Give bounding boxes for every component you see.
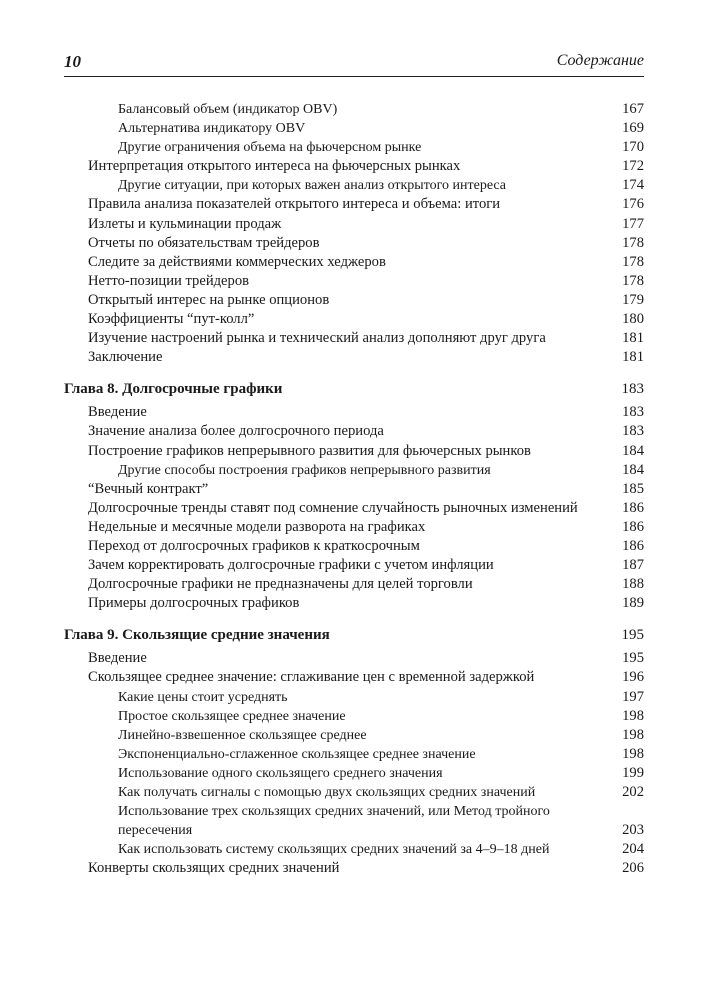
toc-entry: [64, 422, 644, 441]
toc-entry-page: 178: [622, 234, 644, 251]
toc-entry-page: 176: [622, 196, 644, 213]
toc-entry: [64, 195, 644, 214]
toc-entry: [64, 802, 644, 840]
toc-entry-page: 181: [622, 349, 644, 366]
toc-entry-page: 196: [622, 669, 644, 686]
toc-entry-title: Линейно-взвешенное скользящее среднее: [118, 727, 367, 743]
toc-entry-title: Построение графиков непрерывного развития для фьючерсных рынков: [88, 442, 531, 459]
toc-entry-page: 178: [622, 272, 644, 289]
toc-entry: [64, 310, 644, 329]
toc-entry: [64, 764, 644, 783]
toc-entry: [64, 575, 644, 594]
toc-entry: [64, 668, 644, 687]
toc-entry: [64, 688, 644, 707]
toc-entry-title: Использование одного скользящего среднего значения: [118, 765, 443, 781]
toc-entry: [64, 138, 644, 157]
toc-entry-page: 183: [622, 404, 644, 421]
toc-chapter: [64, 625, 644, 645]
toc-entry-page: 177: [622, 215, 644, 232]
toc-entry: [64, 480, 644, 499]
page-number: 10: [64, 52, 81, 71]
toc-entry-title: Какие цены стоит усреднять: [118, 689, 288, 705]
toc-entry-page: 179: [622, 291, 644, 308]
page-header: [64, 52, 644, 77]
toc-entry-title: Как получать сигналы с помощью двух скользящих средних значений: [118, 785, 536, 800]
toc-entry-title: Заключение: [88, 349, 163, 366]
toc-entry-page: 204: [622, 841, 644, 858]
toc-entry-title: Глава 8. Долгосрочные графики: [64, 381, 283, 398]
toc-entry-title: Глава 9. Скользящие средние значения: [64, 627, 330, 644]
toc-entry: [64, 176, 644, 195]
toc-entry-page: 199: [622, 764, 644, 781]
toc-entry: [64, 556, 644, 575]
toc-entry: [64, 348, 644, 367]
toc-entry-page: 185: [622, 480, 644, 497]
toc-entry-title: Недельные и месячные модели разворота на графиках: [88, 518, 426, 535]
toc-entry-page: 202: [622, 784, 644, 800]
toc-entry-page: 184: [622, 442, 644, 459]
toc-entry-title: Альтернатива индикатору OBV: [118, 121, 306, 137]
toc-entry-page: 187: [622, 557, 644, 574]
toc-entry: [64, 726, 644, 745]
toc-entry-title: Конверты скользящих средних значений: [88, 860, 340, 877]
toc-entry-title: Нетто-позиции трейдеров: [88, 272, 250, 289]
toc-chapter: [64, 379, 644, 399]
toc-entry: [64, 840, 644, 859]
toc-entry-page: 195: [622, 650, 644, 667]
toc-entry-page: 183: [622, 423, 644, 440]
toc-entry-title: Другие способы построения графиков непрерывного развития: [118, 462, 491, 478]
toc-entry-title: Изучение настроений рынка и технический анализ дополняют друг друга: [88, 330, 546, 347]
toc-entry-title: “Вечный контракт”: [88, 480, 209, 497]
toc-entry: [64, 119, 644, 138]
toc-entry: [64, 537, 644, 556]
toc-entry: [64, 745, 644, 764]
toc-entry-title: Введение: [88, 650, 147, 667]
toc-entry: [64, 442, 644, 461]
toc-entry-title: Переход от долгосрочных графиков к краткосрочным: [88, 537, 420, 554]
toc-entry-title: Введение: [88, 404, 147, 421]
toc-entry-page: 203: [622, 822, 644, 839]
toc-entry-title: Другие ограничения объема на фьючерсном рынке: [118, 140, 422, 156]
toc-entry-title: Долгосрочные тренды ставят под сомнение случайность рыночных изменений: [88, 499, 578, 516]
toc-entry-page: 183: [621, 381, 644, 398]
toc-entry-title: Зачем корректировать долгосрочные графики с учетом инфляции: [88, 557, 494, 574]
toc-entry-page: 206: [622, 860, 644, 877]
toc-entry-title: Экспоненциально-сглаженное скользящее среднее значение: [118, 746, 476, 762]
toc-entry-title: Отчеты по обязательствам трейдеров: [88, 234, 320, 251]
toc-entry-page: 174: [622, 177, 644, 194]
toc-entry-page: 188: [622, 576, 644, 593]
toc-entry: [64, 291, 644, 310]
toc-entry-title: Следите за действиями коммерческих хеджеров: [88, 253, 386, 270]
toc-entry-title: Использование трех скользящих средних значений, или Метод тройного пересечения: [118, 804, 550, 839]
toc-entry-page: 197: [622, 688, 644, 705]
toc-entry-title: Как использовать систему скользящих средних значений за 4–9–18 дней: [118, 842, 550, 858]
toc-entry-page: 170: [622, 139, 644, 156]
toc-entry-title: Интерпретация открытого интереса на фьючерсных рынках: [88, 158, 461, 175]
table-of-contents: [64, 100, 644, 878]
toc-entry: [64, 157, 644, 176]
toc-entry-title: Скользящее среднее значение: сглаживание цен с временной задержкой: [88, 669, 535, 686]
toc-entry: [64, 272, 644, 291]
toc-entry-page: 189: [622, 595, 644, 612]
toc-entry-title: Долгосрочные графики не предназначены для целей торговли: [88, 576, 473, 593]
toc-entry: [64, 518, 644, 537]
toc-entry-page: 186: [622, 499, 644, 516]
toc-entry-page: 181: [622, 330, 644, 347]
toc-entry: [64, 461, 644, 480]
toc-entry-page: 186: [622, 518, 644, 535]
toc-entry: [64, 234, 644, 253]
toc-entry-title: Правила анализа показателей открытого интереса и объема: итоги: [88, 196, 501, 213]
toc-entry-title: Значение анализа более долгосрочного периода: [88, 423, 384, 440]
toc-entry-page: 169: [622, 120, 644, 137]
toc-entry: [64, 403, 644, 422]
toc-entry-page: 198: [622, 707, 644, 724]
toc-entry: [64, 649, 644, 668]
toc-entry-title: Примеры долгосрочных графиков: [88, 595, 300, 612]
toc-entry-page: 172: [622, 158, 644, 175]
toc-entry: [64, 594, 644, 613]
toc-entry-title: Другие ситуации, при которых важен анализ открытого интереса: [118, 178, 507, 194]
toc-entry: [64, 100, 644, 119]
toc-entry-title: Коэффициенты “пут-колл”: [88, 311, 255, 328]
running-head: Содержание: [556, 52, 644, 69]
toc-entry: [64, 707, 644, 726]
toc-entry: [64, 215, 644, 234]
toc-entry-page: 180: [622, 311, 644, 328]
toc-entry-page: 178: [622, 253, 644, 270]
toc-entry-page: 167: [622, 101, 644, 117]
toc-entry-page: 198: [622, 726, 644, 743]
toc-entry: [64, 859, 644, 878]
toc-entry-title: Простое скользящее среднее значение: [118, 708, 346, 724]
toc-entry: [64, 253, 644, 272]
toc-entry-title: Балансовый объем (индикатор OBV): [118, 102, 338, 117]
toc-entry-title: Излеты и кульминации продаж: [88, 215, 282, 232]
toc-entry: [64, 499, 644, 518]
toc-entry: [64, 329, 644, 348]
toc-entry-title: Открытый интерес на рынке опционов: [88, 291, 330, 308]
toc-entry: [64, 783, 644, 802]
toc-entry-page: 195: [621, 627, 644, 644]
toc-entry-page: 186: [622, 537, 644, 554]
toc-entry-page: 184: [622, 461, 644, 478]
toc-entry-page: 198: [622, 745, 644, 762]
